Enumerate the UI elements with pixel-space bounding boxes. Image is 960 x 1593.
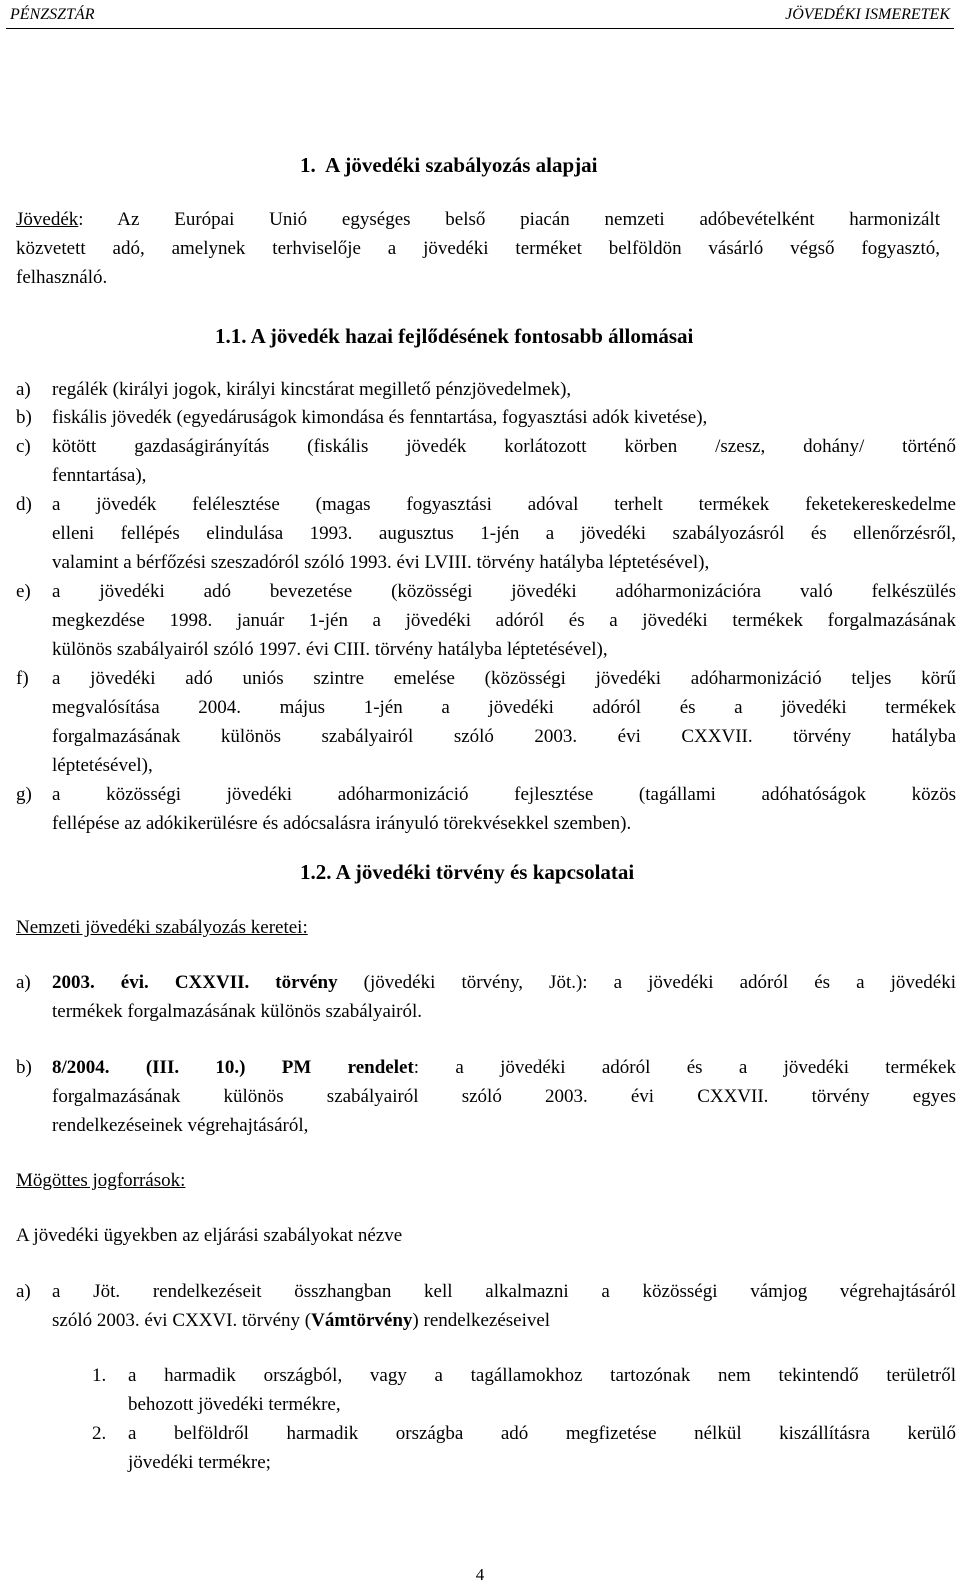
national-heading: Nemzeti jövedéki szabályozás keretei: (16, 917, 308, 938)
section-1-2-title: 1.2. A jövedéki törvény és kapcsolatai (300, 860, 635, 884)
item-line: különös szabályairól szóló 1997. évi CIII. törvény hatályba léptetésével), (52, 639, 608, 660)
item-line: szóló 2003. évi CXXVI. törvény ( (52, 1310, 312, 1331)
customs-law-name: Vámtörvény (311, 1310, 413, 1331)
item-label: d) (16, 494, 32, 515)
item-line: fiskális jövedék (egyedáruságok kimondása és fenntartása, fogyasztási adók kivetése), (52, 407, 708, 428)
item-label: e) (16, 581, 31, 602)
background-heading: Mögöttes jogforrások: (16, 1170, 186, 1191)
definition-term: Jövedék (16, 209, 79, 230)
item-line: fellépése az adókikerülésre és adócsalásra irányuló törekvésekkel szemben). (52, 813, 632, 834)
item-line: : a jövedéki adóról és a jövedéki termékek (413, 1057, 956, 1078)
item-line: megvalósítása 2004. május 1-jén a jövedéki adóról és a jövedéki termékek (52, 697, 956, 718)
definition-line1: : Az Európai Unió egységes belső piacán nemzeti adóbevételként harmonizált (78, 209, 940, 230)
item-label: a) (16, 972, 31, 993)
item-line: léptetésével), (52, 755, 153, 776)
sub-item-2 (92, 1419, 956, 1477)
item-line: regálék (királyi jogok, királyi kincstárat megillető pénzjövedelmek), (52, 379, 572, 400)
section-1-1-title: 1.1. A jövedék hazai fejlődésének fontosabb állomásai (215, 324, 694, 348)
item-line: a jövedéki adó bevezetése (közösségi jövedéki adóharmonizációra való felkészülés (52, 581, 956, 602)
item-label: a) (16, 379, 31, 400)
history-item-c (16, 432, 956, 490)
sub-item-line: a belföldről harmadik országba adó megfizetése nélkül kiszállításra kerülő (128, 1423, 956, 1444)
section-1-title: 1. A jövedéki szabályozás alapjai (300, 153, 598, 177)
item-line: valamint a bérfőzési szeszadóról szóló 1993. évi LVIII. törvény hatályba léptetésével), (52, 552, 710, 573)
history-item-b (16, 403, 956, 432)
background-intro: A jövedéki ügyekben az eljárási szabályokat nézve (16, 1225, 403, 1246)
decree-name: 8/2004. (III. 10.) PM rendelet (52, 1057, 414, 1078)
item-line: forgalmazásának különös szabályairól szóló 2003. évi CXXVII. törvény hatályba (52, 726, 956, 747)
history-item-d (16, 490, 956, 577)
national-item-a (16, 968, 956, 1026)
item-label: b) (16, 407, 32, 428)
header-left: PÉNZSZTÁR (10, 6, 95, 23)
item-label: g) (16, 784, 32, 805)
item-line: a közösségi jövedéki adóharmonizáció fejlesztése (tagállami adóhatóságok közös (52, 784, 956, 805)
history-item-f (16, 664, 956, 780)
item-line: a Jöt. rendelkezéseit összhangban kell alkalmazni a közösségi vámjog végrehajtásáról (52, 1281, 956, 1302)
page-number: 4 (475, 1565, 485, 1584)
item-line: megkezdése 1998. január 1-jén a jövedéki adóról és a jövedéki termékek forgalmazásának (52, 610, 956, 631)
item-line: fenntartása), (52, 465, 147, 486)
item-label: b) (16, 1057, 32, 1078)
item-label: f) (16, 668, 29, 689)
law-name: 2003. évi. CXXVII. törvény (52, 972, 338, 993)
sub-item-label: 1. (92, 1365, 107, 1386)
item-line: termékek forgalmazásának különös szabályairól. (52, 1001, 423, 1022)
sub-item-line: a harmadik országból, vagy a tagállamokhoz tartozónak nem tekintendő területről (128, 1365, 956, 1386)
header-right: JÖVEDÉKI ISMERETEK (785, 6, 950, 23)
item-line: elleni fellépés elindulása 1993. augusztus 1-jén a jövedéki szabályozásról és ellenőrzésről, (52, 523, 956, 544)
sub-item-1 (92, 1361, 956, 1419)
definition-paragraph (16, 205, 940, 292)
item-label: c) (16, 436, 31, 457)
item-line: (jövedéki törvény, Jöt.): a jövedéki adóról és a jövedéki (337, 972, 956, 993)
item-label: a) (16, 1281, 31, 1302)
national-item-b (16, 1053, 956, 1140)
page-header (6, 2, 954, 29)
item-line: forgalmazásának különös szabályairól szóló 2003. évi CXXVII. törvény egyes (52, 1086, 956, 1107)
background-item-a (16, 1277, 956, 1335)
item-line: ) rendelkezéseivel (412, 1310, 551, 1331)
history-item-g (16, 780, 956, 838)
item-line: a jövedéki adó uniós szintre emelése (közösségi jövedéki adóharmonizáció teljes körű (52, 668, 956, 689)
definition-line3: felhasználó. (16, 267, 108, 288)
item-line: a jövedék felélesztése (magas fogyasztási adóval terhelt termékek feketekereskedelme (52, 494, 956, 515)
definition-line2: közvetett adó, amelynek terhviselője a jövedéki terméket belföldön vásárló végső fogyasztó, (16, 238, 940, 259)
sub-item-line: behozott jövedéki termékre, (128, 1394, 341, 1415)
item-line: kötött gazdaságirányítás (fiskális jövedék korlátozott körben /szesz, dohány/ történő (52, 436, 956, 457)
sub-item-label: 2. (92, 1423, 107, 1444)
history-item-e (16, 577, 956, 664)
history-item-a (16, 375, 956, 404)
item-line: rendelkezéseinek végrehajtásáról, (52, 1115, 309, 1136)
sub-item-line: jövedéki termékre; (128, 1452, 271, 1473)
